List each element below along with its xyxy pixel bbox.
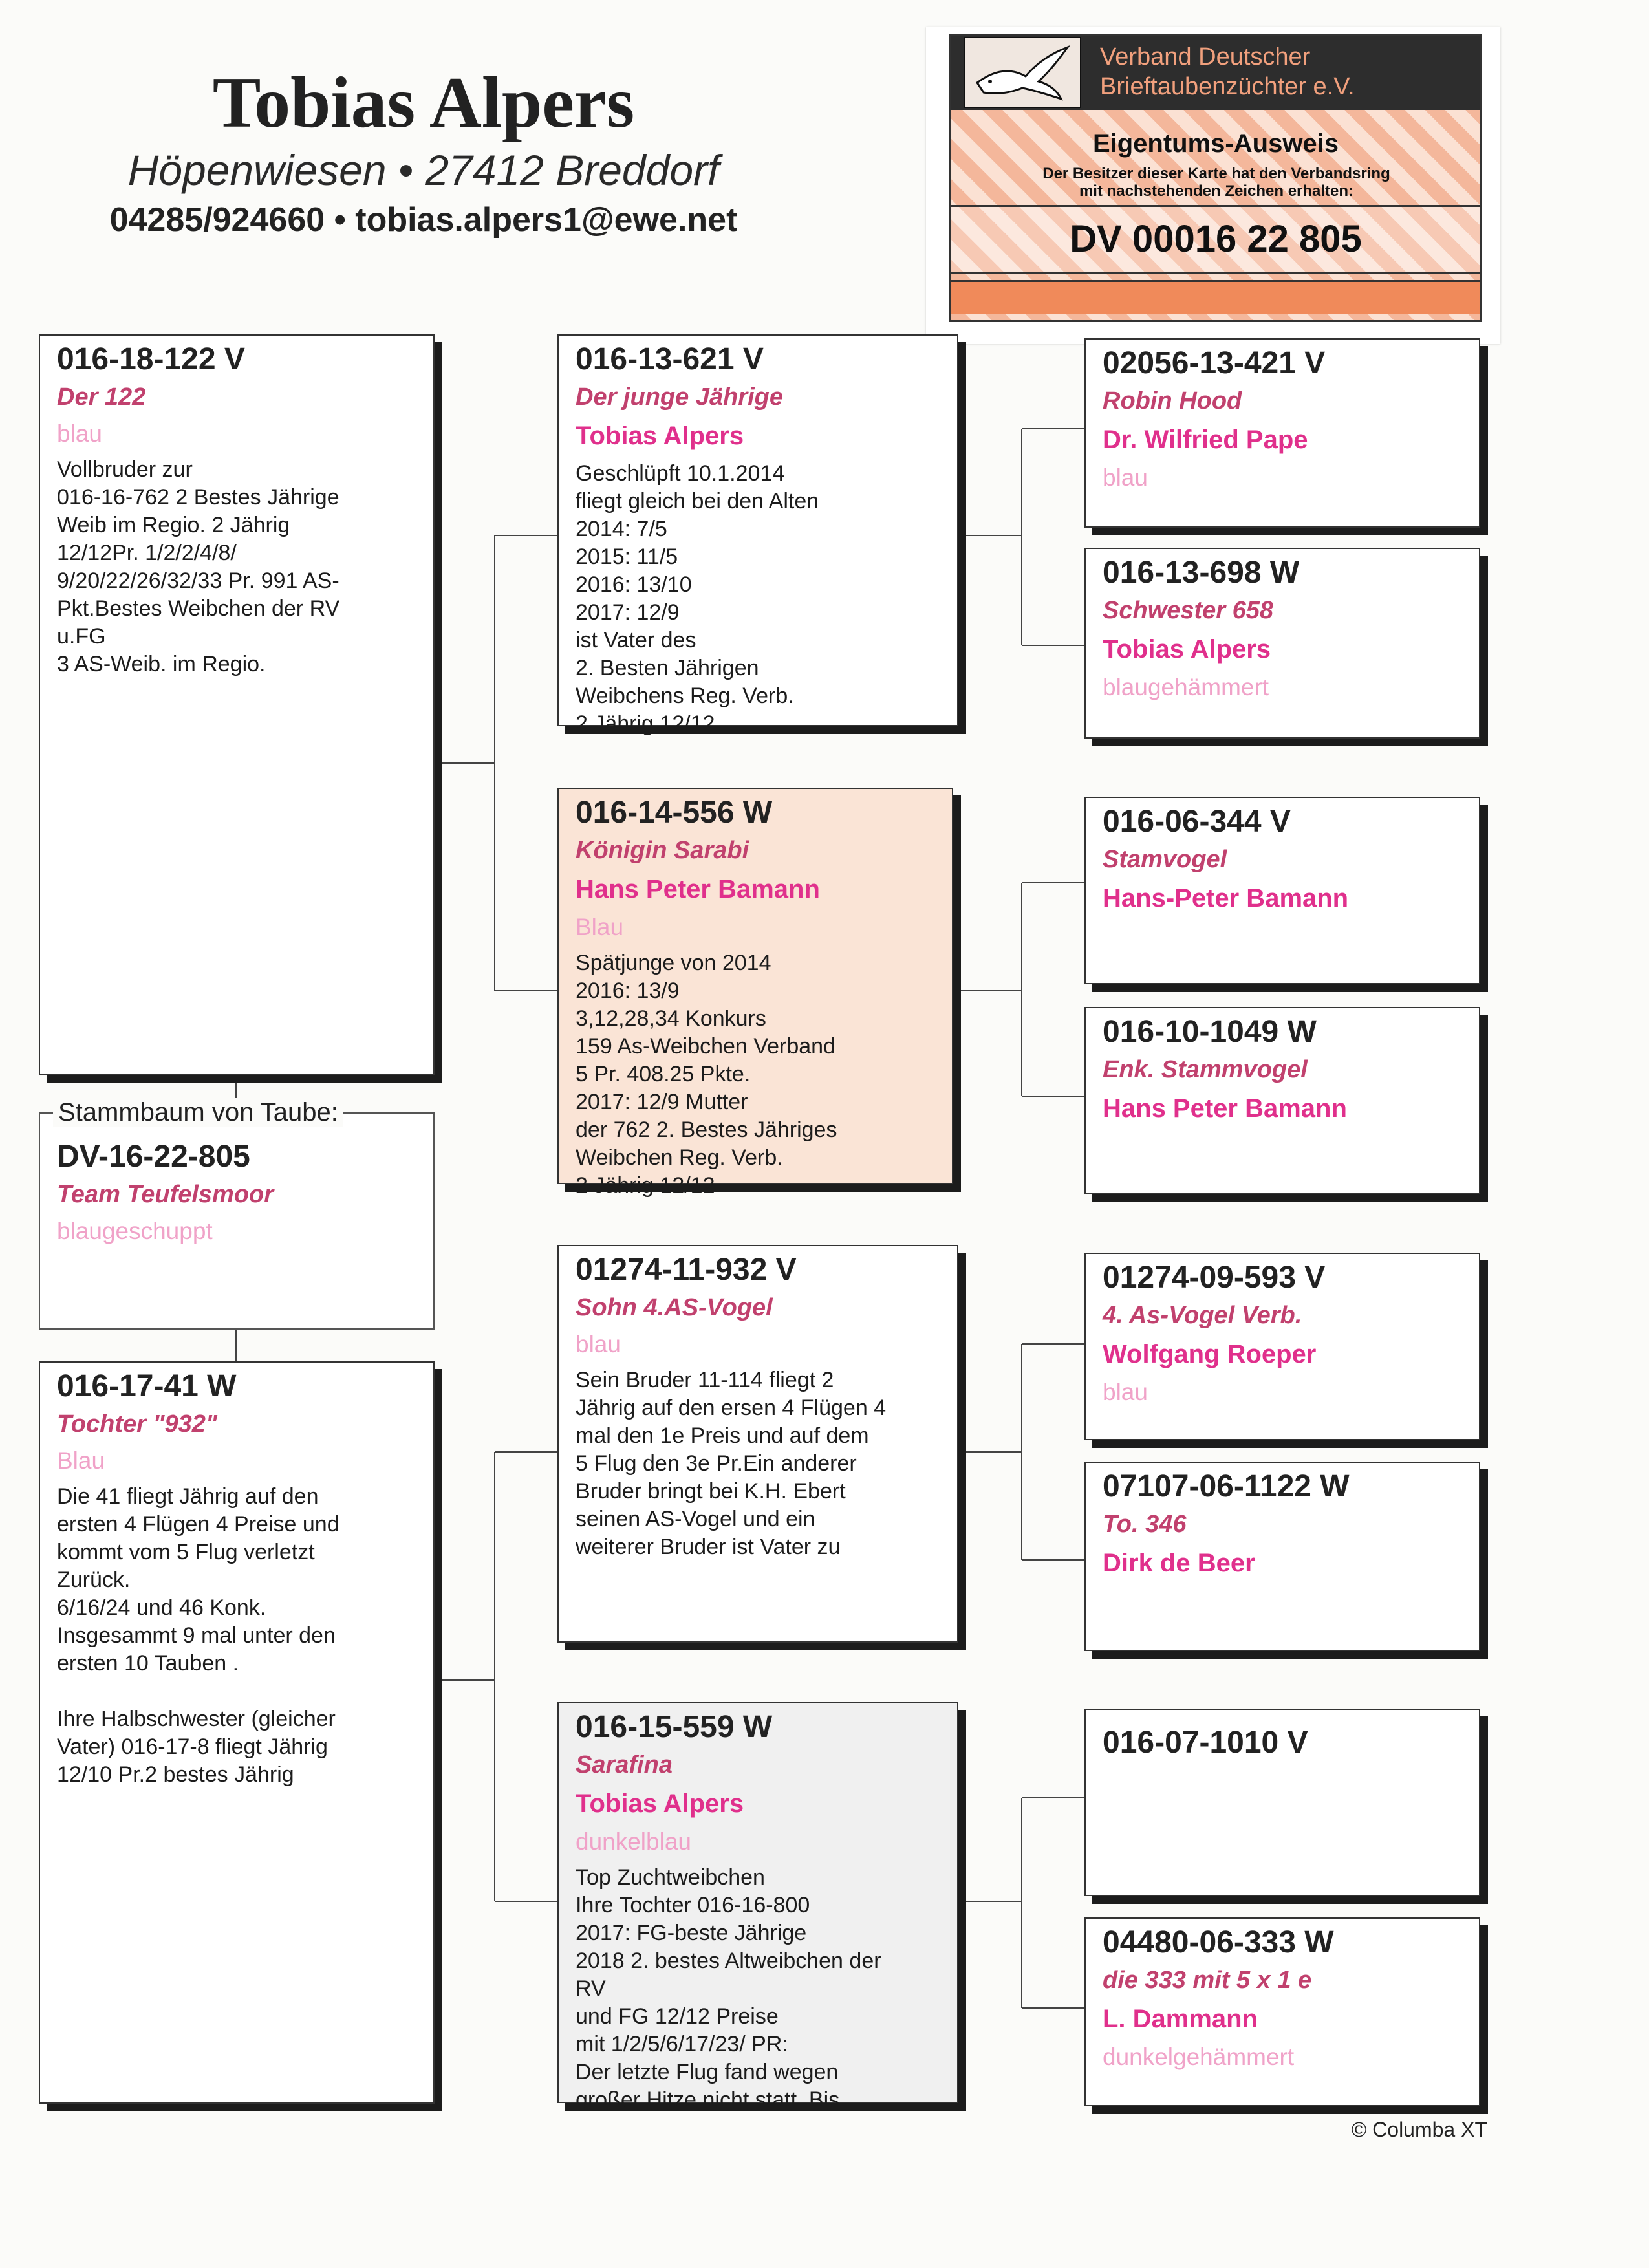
mf-name: Sohn 4.AS-Vogel xyxy=(576,1294,773,1321)
mfm-box xyxy=(1084,1462,1480,1651)
owner-address: Höpenwiesen • 27412 Breddorf xyxy=(127,146,720,194)
fff-ring: 02056-13-421 V xyxy=(1103,346,1326,380)
ffm-name: Schwester 658 xyxy=(1103,597,1274,624)
ff-ring: 016-13-621 V xyxy=(576,342,764,376)
mm-ring: 016-15-559 W xyxy=(576,1710,773,1744)
mf-notes: Sein Bruder 11-114 fliegt 2 Jährig auf den ersen 4 Flügen 4 mal den 1e Preis und auf dem 5 Flug den 3e Pr.Ein anderer Bruder bringt bei K.H. Ebert seinen AS-Vogel und ein weiterer Bruder ist Vater zu xyxy=(576,1368,887,1559)
fm-ring: 016-14-556 W xyxy=(576,795,773,830)
mmm-color: dunkelgehämmert xyxy=(1103,2044,1295,2070)
card-text-line2: mit nachstehenden Zeichen erhalten: xyxy=(1079,182,1354,200)
mother-color: Blau xyxy=(57,1447,105,1474)
ff-box xyxy=(557,334,958,736)
mother-ring: 016-17-41 W xyxy=(57,1369,237,1403)
ff-notes: Geschlüpft 10.1.2014 fliegt gleich bei den Alten 2014: 7/5 2015: 11/5 2016: 13/10 2017: 12/9 ist Vater des 2. Besten Jährigen Weibchens Reg. Verb. 2 Jährig 12/12 xyxy=(576,461,819,736)
card-title: Eigentums-Ausweis xyxy=(1092,129,1339,158)
fmm-breeder: Hans Peter Bamann xyxy=(1103,1094,1347,1123)
mmm-ring: 04480-06-333 W xyxy=(1103,1925,1334,1960)
mff-box xyxy=(1084,1253,1480,1440)
father-box xyxy=(39,334,435,1075)
fff-breeder: Dr. Wilfried Pape xyxy=(1103,426,1308,454)
fmm-name: Enk. Stammvogel xyxy=(1103,1056,1308,1083)
fff-color: blau xyxy=(1103,464,1148,491)
mfm-breeder: Dirk de Beer xyxy=(1103,1549,1255,1577)
fmm-ring: 016-10-1049 W xyxy=(1103,1015,1317,1049)
fmf-name: Stamvogel xyxy=(1103,846,1227,873)
mff-breeder: Wolfgang Roeper xyxy=(1103,1340,1317,1368)
fmf-breeder: Hans-Peter Bamann xyxy=(1103,884,1349,913)
subject-name: Team Teufelsmoor xyxy=(57,1181,274,1208)
subject-ring: DV-16-22-805 xyxy=(57,1139,250,1174)
fm-color: Blau xyxy=(576,914,624,940)
mother-notes: Die 41 fliegt Jährig auf den ersten 4 Flügen 4 Preise und kommt vom 5 Flug verletzt Zurück. 6/16/24 und 46 Konk. Insgesammt 9 mal unter den ersten 10 Tauben . Ihre Halbschwester (gleicher Vater) 016-17-8 fliegt Jährig 12/10 Pr.2 bestes Jährig xyxy=(57,1484,339,1787)
fm-notes: Spätjunge von 2014 2016: 13/9 3,12,28,34 Konkurs 159 As-Weibchen Verband 5 Pr. 408.25 Pkte. 2017: 12/9 Mutter der 762 2. Bestes Jähriges Weibchen Reg. Verb. 2 Jährig 12/12 xyxy=(576,951,837,1198)
mother-name: Tochter "932" xyxy=(57,1410,217,1438)
card-association-line1: Verband Deutscher xyxy=(1100,43,1311,70)
father-name: Der 122 xyxy=(57,383,146,411)
mfm-name: To. 346 xyxy=(1103,1511,1187,1538)
ffm-box xyxy=(1084,548,1480,739)
father-notes: Vollbruder zur 016-16-762 2 Bestes Jährige Weib im Regio. 2 Jährig 12/12Pr. 1/2/2/4/8/ 9/20/22/26/32/33 Pr. 991 AS- Pkt.Bestes Weibchen der RV u.FG 3 AS-Weib. im Regio. xyxy=(57,457,340,676)
mfm-ring: 07107-06-1122 W xyxy=(1103,1469,1350,1504)
fm-breeder: Hans Peter Bamann xyxy=(576,875,820,903)
mff-name: 4. As-Vogel Verb. xyxy=(1103,1302,1302,1329)
mm-name: Sarafina xyxy=(576,1751,673,1778)
mf-color: blau xyxy=(576,1331,621,1357)
mf-ring: 01274-11-932 V xyxy=(576,1253,797,1287)
mf-box xyxy=(557,1245,958,1643)
fm-name: Königin Sarabi xyxy=(576,837,749,864)
mm-breeder: Tobias Alpers xyxy=(576,1789,744,1818)
ff-breeder: Tobias Alpers xyxy=(576,422,744,450)
fmf-box xyxy=(1084,797,1480,984)
ff-name: Der junge Jährige xyxy=(576,383,783,411)
mm-color: dunkelblau xyxy=(576,1828,691,1855)
mm-box xyxy=(557,1702,958,2112)
fmm-box xyxy=(1084,1007,1480,1194)
mmf-box xyxy=(1084,1709,1480,1896)
mm-notes: Top Zuchtweibchen Ihre Tochter 016-16-800 2017: FG-beste Jährige 2018 2. bestes Altweibchen der RV und FG 12/12 Preise mit 1/2/5/6/17/23/ PR: Der letzte Flug fand wegen großer Hitze nicht statt. Bis xyxy=(576,1865,881,2112)
card-association-line2: Brieftaubenzüchter e.V. xyxy=(1100,73,1355,100)
subject-box xyxy=(39,1112,435,1330)
mmm-name: die 333 mit 5 x 1 e xyxy=(1103,1967,1312,1994)
footer-credit: © Columba XT xyxy=(1351,2118,1487,2141)
ffm-breeder: Tobias Alpers xyxy=(1103,635,1271,664)
subject-color: blaugeschuppt xyxy=(57,1218,213,1244)
owner-contact: 04285/924660 • tobias.alpers1@ewe.net xyxy=(109,201,738,239)
mmf-ring: 016-07-1010 V xyxy=(1103,1725,1308,1760)
fff-box xyxy=(1084,338,1480,528)
card-text-line1: Der Besitzer dieser Karte hat den Verbandsring xyxy=(1042,165,1390,182)
father-color: blau xyxy=(57,420,102,447)
mmm-box xyxy=(1084,1917,1480,2106)
fm-box xyxy=(557,788,953,1198)
ffm-color: blaugehämmert xyxy=(1103,674,1269,700)
mff-color: blau xyxy=(1103,1379,1148,1405)
mother-box xyxy=(39,1361,435,2104)
pedigree-label: Stammbaum von Taube: xyxy=(53,1098,343,1127)
owner-name: Tobias Alpers xyxy=(212,63,635,143)
mmm-breeder: L. Dammann xyxy=(1103,2005,1258,2033)
mff-ring: 01274-09-593 V xyxy=(1103,1260,1326,1295)
fff-name: Robin Hood xyxy=(1103,387,1242,415)
card-ring-number: DV 00016 22 805 xyxy=(951,205,1480,274)
ffm-ring: 016-13-698 W xyxy=(1103,556,1300,590)
fmf-ring: 016-06-344 V xyxy=(1103,805,1291,839)
father-ring: 016-18-122 V xyxy=(57,342,245,376)
